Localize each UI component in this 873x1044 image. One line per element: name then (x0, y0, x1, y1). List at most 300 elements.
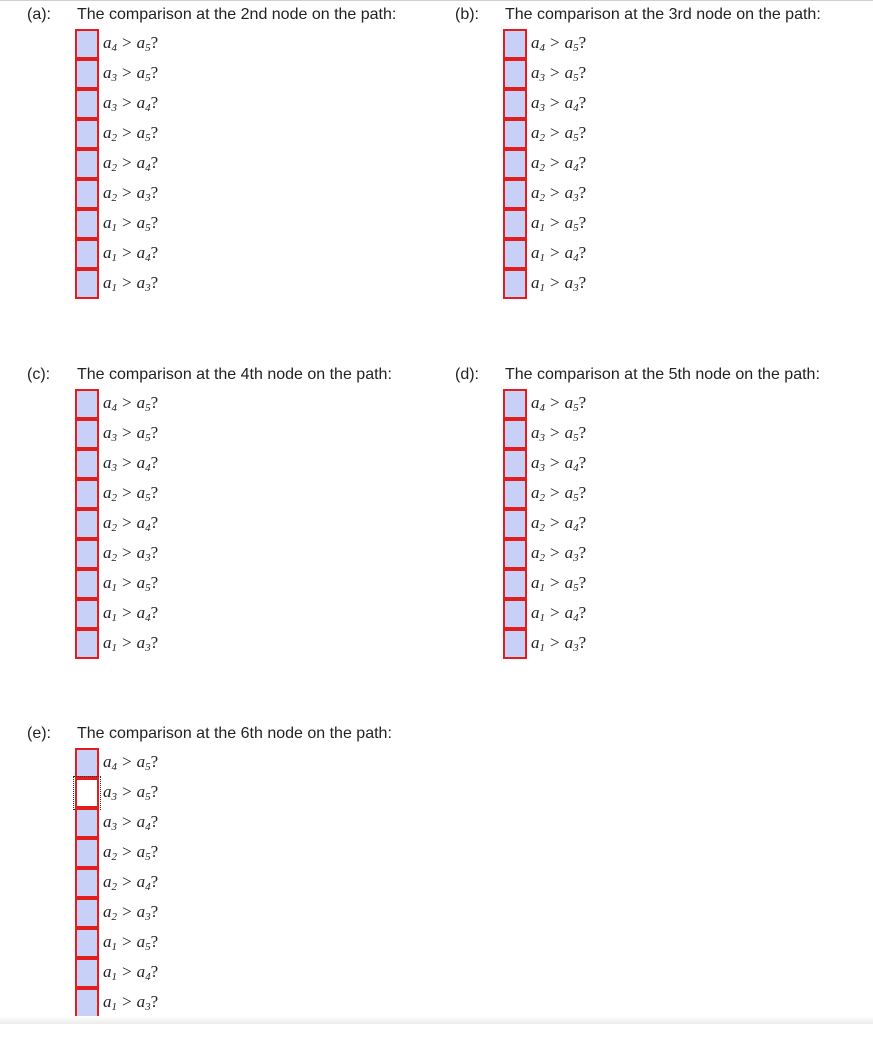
question-mark: ? (578, 633, 587, 652)
section-title: The comparison at the 6th node on the path: (77, 725, 392, 742)
right-index: 4 (145, 462, 151, 474)
var-letter: a (564, 123, 574, 142)
left-index: 3 (111, 102, 117, 114)
top-divider (0, 0, 873, 1)
var-letter: a (136, 992, 146, 1011)
question-mark: ? (150, 63, 159, 82)
section-label: (d): (455, 366, 479, 383)
option-label (531, 453, 586, 473)
operator: > (122, 812, 132, 831)
question-mark: ? (578, 543, 587, 562)
option-checkbox[interactable] (503, 599, 527, 629)
right-index: 3 (145, 552, 151, 564)
var-letter: a (136, 123, 146, 142)
option-checkbox[interactable] (503, 149, 527, 179)
left-index: 1 (111, 1001, 117, 1013)
option-checkbox[interactable] (75, 389, 99, 419)
left-index: 2 (111, 881, 117, 893)
var-letter: a (136, 782, 146, 801)
var-letter: a (564, 483, 574, 502)
question-mark: ? (150, 962, 159, 981)
option-checkbox[interactable] (503, 569, 527, 599)
question-mark: ? (578, 93, 587, 112)
operator: > (122, 63, 132, 82)
right-index: 5 (145, 582, 151, 594)
var-letter: a (531, 93, 540, 112)
right-index: 5 (573, 432, 579, 444)
option-label (103, 932, 158, 952)
left-index: 2 (111, 132, 117, 144)
option-label (531, 603, 586, 623)
var-letter: a (564, 273, 574, 292)
operator: > (122, 842, 132, 861)
option-label (103, 243, 158, 263)
right-index: 4 (145, 102, 151, 114)
option-checkbox[interactable] (75, 599, 99, 629)
left-index: 3 (539, 102, 545, 114)
question-mark: ? (150, 153, 159, 172)
question-mark: ? (578, 213, 587, 232)
section-a (27, 5, 447, 325)
left-index: 1 (111, 222, 117, 234)
option-checkbox[interactable] (503, 89, 527, 119)
left-index: 1 (539, 612, 545, 624)
section-title: The comparison at the 5th node on the path: (505, 366, 820, 383)
right-index: 4 (573, 612, 579, 624)
question-mark: ? (150, 183, 159, 202)
question-mark: ? (150, 243, 159, 262)
option-label (103, 603, 158, 623)
var-letter: a (136, 483, 146, 502)
var-letter: a (531, 603, 540, 622)
var-letter: a (136, 423, 146, 442)
var-letter: a (103, 812, 112, 831)
var-letter: a (531, 243, 540, 262)
right-index: 3 (145, 911, 151, 923)
option-checkbox[interactable] (75, 748, 99, 778)
operator: > (122, 543, 132, 562)
right-index: 3 (573, 282, 579, 294)
right-index: 3 (145, 642, 151, 654)
var-letter: a (136, 183, 146, 202)
option-checkbox[interactable] (75, 59, 99, 89)
option-checkbox[interactable] (503, 59, 527, 89)
right-index: 5 (145, 132, 151, 144)
left-index: 3 (111, 462, 117, 474)
right-index: 3 (145, 192, 151, 204)
var-letter: a (564, 453, 574, 472)
question-mark: ? (150, 992, 159, 1011)
option-label (103, 393, 158, 413)
question-mark: ? (578, 603, 587, 622)
right-index: 5 (145, 222, 151, 234)
option-checkbox[interactable] (503, 239, 527, 269)
question-mark: ? (150, 423, 159, 442)
option-label (531, 393, 586, 413)
left-index: 3 (111, 791, 117, 803)
var-letter: a (531, 423, 540, 442)
option-label (531, 543, 586, 563)
option-checkbox[interactable] (75, 119, 99, 149)
section-d (455, 365, 873, 685)
right-index: 5 (145, 761, 151, 773)
right-index: 5 (145, 791, 151, 803)
option-label (531, 513, 586, 533)
var-letter: a (564, 423, 574, 442)
section-title: The comparison at the 4th node on the path: (77, 366, 392, 383)
option-label (531, 483, 586, 503)
left-index: 3 (539, 432, 545, 444)
var-letter: a (136, 573, 146, 592)
var-letter: a (103, 932, 112, 951)
var-letter: a (103, 752, 112, 771)
right-index: 5 (573, 492, 579, 504)
var-letter: a (103, 273, 112, 292)
option-checkbox[interactable] (503, 539, 527, 569)
var-letter: a (531, 453, 540, 472)
option-label (103, 183, 158, 203)
var-letter: a (136, 603, 146, 622)
question-mark: ? (578, 183, 587, 202)
operator: > (122, 962, 132, 981)
operator: > (550, 213, 560, 232)
option-checkbox[interactable] (75, 808, 99, 838)
var-letter: a (136, 93, 146, 112)
option-checkbox[interactable] (75, 898, 99, 928)
right-index: 3 (573, 192, 579, 204)
var-letter: a (136, 842, 146, 861)
option-label (103, 213, 158, 233)
bottom-edge (0, 1016, 873, 1024)
right-index: 3 (573, 552, 579, 564)
var-letter: a (531, 513, 540, 532)
left-index: 2 (111, 522, 117, 534)
option-checkbox[interactable] (75, 269, 99, 299)
option-checkbox[interactable] (75, 509, 99, 539)
option-label (103, 812, 158, 832)
section-label: (a): (27, 6, 51, 23)
option-checkbox[interactable] (75, 988, 99, 1018)
operator: > (122, 453, 132, 472)
option-label (103, 752, 158, 772)
question-mark: ? (150, 123, 159, 142)
var-letter: a (103, 93, 112, 112)
var-letter: a (564, 213, 574, 232)
var-letter: a (103, 782, 112, 801)
option-checkbox[interactable] (75, 149, 99, 179)
option-label (531, 123, 586, 143)
operator: > (550, 183, 560, 202)
var-letter: a (531, 183, 540, 202)
left-index: 2 (111, 552, 117, 564)
option-checkbox[interactable] (75, 958, 99, 988)
right-index: 5 (573, 582, 579, 594)
left-index: 1 (111, 971, 117, 983)
var-letter: a (136, 513, 146, 532)
question-mark: ? (150, 393, 159, 412)
right-index: 4 (573, 522, 579, 534)
var-letter: a (531, 153, 540, 172)
operator: > (122, 273, 132, 292)
option-label (103, 633, 158, 653)
option-checkbox[interactable] (75, 239, 99, 269)
left-index: 2 (539, 492, 545, 504)
option-checkbox[interactable] (75, 838, 99, 868)
section-label: (c): (27, 366, 51, 383)
operator: > (550, 393, 560, 412)
var-letter: a (136, 213, 146, 232)
option-checkbox[interactable] (75, 868, 99, 898)
var-letter: a (531, 33, 540, 52)
right-index: 5 (145, 492, 151, 504)
var-letter: a (103, 123, 112, 142)
option-label (103, 872, 158, 892)
var-letter: a (103, 33, 112, 52)
right-index: 5 (145, 432, 151, 444)
question-mark: ? (150, 33, 159, 52)
operator: > (122, 932, 132, 951)
left-index: 3 (111, 821, 117, 833)
left-index: 2 (111, 162, 117, 174)
right-index: 4 (573, 252, 579, 264)
var-letter: a (564, 543, 574, 562)
section-label: (b): (455, 6, 479, 23)
question-mark: ? (150, 543, 159, 562)
option-checkbox[interactable] (503, 29, 527, 59)
option-label (103, 513, 158, 533)
option-checkbox[interactable] (503, 269, 527, 299)
option-label (531, 213, 586, 233)
option-checkbox[interactable] (503, 389, 527, 419)
var-letter: a (564, 33, 574, 52)
question-mark: ? (150, 842, 159, 861)
right-index: 5 (573, 72, 579, 84)
question-mark: ? (578, 63, 587, 82)
left-index: 4 (111, 761, 117, 773)
var-letter: a (103, 992, 112, 1011)
option-checkbox[interactable] (75, 928, 99, 958)
option-label (103, 423, 158, 443)
option-label (103, 153, 158, 173)
var-letter: a (531, 543, 540, 562)
var-letter: a (136, 872, 146, 891)
operator: > (550, 573, 560, 592)
var-letter: a (103, 573, 112, 592)
question-mark: ? (578, 33, 587, 52)
left-index: 1 (111, 642, 117, 654)
option-label (531, 93, 586, 113)
option-checkbox[interactable] (75, 479, 99, 509)
option-checkbox[interactable] (75, 778, 99, 808)
var-letter: a (136, 153, 146, 172)
left-index: 2 (111, 851, 117, 863)
option-checkbox[interactable] (75, 449, 99, 479)
left-index: 3 (539, 72, 545, 84)
operator: > (122, 153, 132, 172)
var-letter: a (564, 63, 574, 82)
var-letter: a (136, 33, 146, 52)
option-label (531, 183, 586, 203)
var-letter: a (531, 573, 540, 592)
right-index: 4 (145, 522, 151, 534)
var-letter: a (136, 752, 146, 771)
option-checkbox[interactable] (75, 539, 99, 569)
left-index: 1 (539, 252, 545, 264)
option-label (103, 962, 158, 982)
option-checkbox[interactable] (503, 509, 527, 539)
left-index: 2 (539, 552, 545, 564)
left-index: 3 (111, 72, 117, 84)
right-index: 5 (145, 851, 151, 863)
var-letter: a (531, 123, 540, 142)
section-label: (e): (27, 725, 51, 742)
question-mark: ? (150, 633, 159, 652)
option-checkbox[interactable] (503, 419, 527, 449)
operator: > (122, 633, 132, 652)
operator: > (550, 153, 560, 172)
option-checkbox[interactable] (503, 479, 527, 509)
var-letter: a (531, 213, 540, 232)
question-mark: ? (578, 153, 587, 172)
var-letter: a (103, 243, 112, 262)
option-checkbox[interactable] (75, 419, 99, 449)
question-mark: ? (578, 573, 587, 592)
var-letter: a (103, 842, 112, 861)
operator: > (550, 453, 560, 472)
question-mark: ? (578, 513, 587, 532)
operator: > (122, 603, 132, 622)
question-mark: ? (578, 453, 587, 472)
right-index: 4 (145, 881, 151, 893)
left-index: 4 (111, 402, 117, 414)
option-checkbox[interactable] (75, 629, 99, 659)
question-mark: ? (150, 603, 159, 622)
left-index: 2 (111, 911, 117, 923)
left-index: 4 (539, 42, 545, 54)
option-label (103, 33, 158, 53)
operator: > (550, 423, 560, 442)
var-letter: a (531, 63, 540, 82)
operator: > (550, 243, 560, 262)
option-checkbox[interactable] (75, 29, 99, 59)
question-mark: ? (578, 273, 587, 292)
operator: > (550, 543, 560, 562)
var-letter: a (136, 63, 146, 82)
option-label (531, 243, 586, 263)
question-mark: ? (150, 93, 159, 112)
var-letter: a (103, 453, 112, 472)
option-label (103, 453, 158, 473)
operator: > (122, 483, 132, 502)
var-letter: a (564, 183, 574, 202)
question-mark: ? (150, 782, 159, 801)
right-index: 3 (573, 642, 579, 654)
question-mark: ? (150, 453, 159, 472)
question-mark: ? (150, 483, 159, 502)
right-index: 4 (573, 102, 579, 114)
option-checkbox[interactable] (75, 179, 99, 209)
operator: > (550, 513, 560, 532)
left-index: 2 (539, 522, 545, 534)
question-mark: ? (150, 812, 159, 831)
option-checkbox[interactable] (503, 179, 527, 209)
var-letter: a (103, 483, 112, 502)
var-letter: a (136, 633, 146, 652)
option-checkbox[interactable] (75, 569, 99, 599)
var-letter: a (103, 153, 112, 172)
operator: > (122, 33, 132, 52)
option-label (103, 842, 158, 862)
left-index: 1 (539, 222, 545, 234)
option-label (531, 573, 586, 593)
left-index: 1 (111, 612, 117, 624)
var-letter: a (531, 633, 540, 652)
right-index: 4 (573, 462, 579, 474)
option-checkbox[interactable] (75, 209, 99, 239)
left-index: 1 (539, 582, 545, 594)
var-letter: a (136, 902, 146, 921)
section-title: The comparison at the 2nd node on the path: (77, 6, 397, 23)
var-letter: a (136, 453, 146, 472)
operator: > (122, 573, 132, 592)
question-mark: ? (150, 573, 159, 592)
operator: > (122, 902, 132, 921)
right-index: 5 (145, 941, 151, 953)
option-checkbox[interactable] (503, 209, 527, 239)
var-letter: a (136, 543, 146, 562)
question-mark: ? (150, 513, 159, 532)
operator: > (550, 603, 560, 622)
var-letter: a (103, 183, 112, 202)
left-index: 1 (539, 642, 545, 654)
option-label (103, 782, 158, 802)
operator: > (122, 513, 132, 532)
right-index: 4 (145, 821, 151, 833)
right-index: 4 (145, 971, 151, 983)
option-label (103, 902, 158, 922)
question-mark: ? (150, 752, 159, 771)
option-label (103, 992, 158, 1012)
var-letter: a (564, 573, 574, 592)
operator: > (550, 93, 560, 112)
right-index: 5 (573, 42, 579, 54)
option-checkbox[interactable] (503, 629, 527, 659)
section-e (27, 724, 447, 1044)
operator: > (122, 992, 132, 1011)
option-checkbox[interactable] (75, 89, 99, 119)
right-index: 5 (145, 42, 151, 54)
left-index: 4 (539, 402, 545, 414)
option-label (103, 273, 158, 293)
option-label (531, 63, 586, 83)
var-letter: a (103, 423, 112, 442)
question-mark: ? (150, 273, 159, 292)
option-label (531, 33, 586, 53)
var-letter: a (136, 812, 146, 831)
right-index: 5 (145, 402, 151, 414)
option-label (103, 63, 158, 83)
section-title: The comparison at the 3rd node on the path: (505, 6, 821, 23)
right-index: 3 (145, 282, 151, 294)
option-label (531, 633, 586, 653)
question-mark: ? (150, 872, 159, 891)
option-checkbox[interactable] (503, 449, 527, 479)
left-index: 2 (539, 192, 545, 204)
section-c (27, 365, 447, 685)
var-letter: a (531, 483, 540, 502)
left-index: 1 (111, 282, 117, 294)
option-checkbox[interactable] (503, 119, 527, 149)
